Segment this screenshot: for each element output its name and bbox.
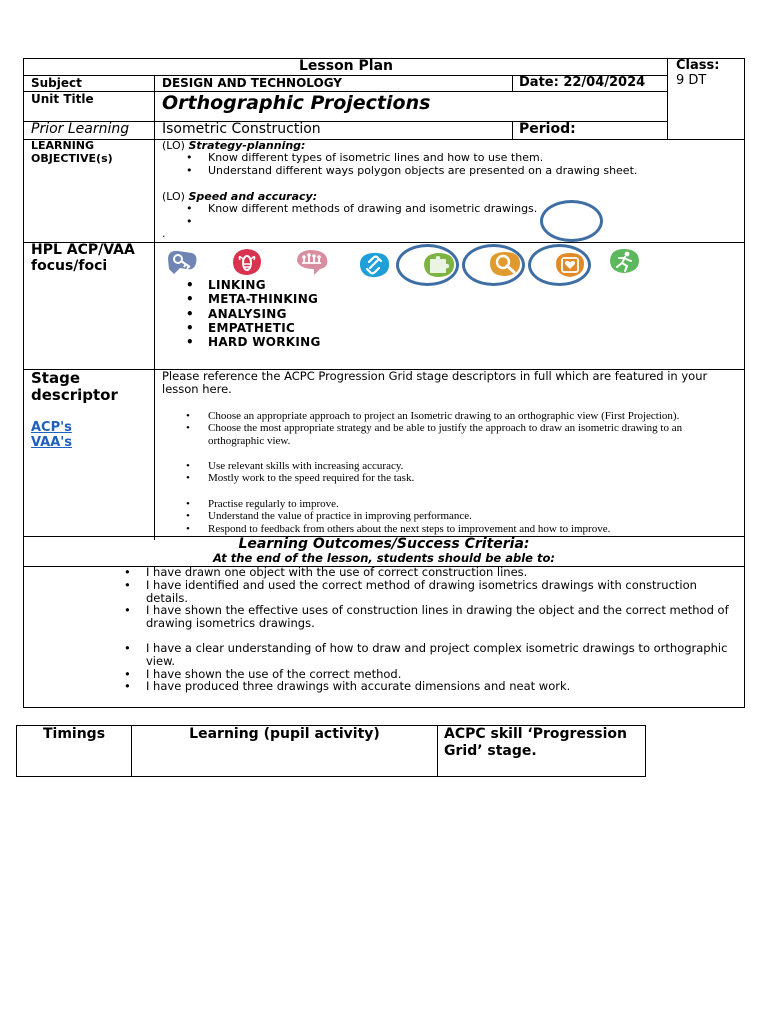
brain-icon-dot4 (317, 255, 321, 259)
list-item: • LINKING (162, 278, 462, 292)
list-item: • ANALYSING (162, 307, 462, 321)
outcomes-group-2 (100, 642, 740, 693)
list-item: • Mostly work to the speed required for the task. (162, 472, 732, 484)
list-item: • Choose the most appropriate strategy and be able to justify the approach to draw an isometric drawing to an orthographic view. (162, 422, 732, 447)
subject-label: Subject (31, 76, 82, 90)
subject-value: DESIGN AND TECHNOLOGY (162, 76, 342, 90)
class-value: 9 DT (676, 73, 707, 88)
runner-icon-head (625, 252, 630, 257)
acps-link[interactable]: ACP's (31, 420, 72, 435)
brain-icon-dot2 (307, 253, 311, 257)
lo1-title: Strategy-planning: (188, 139, 306, 152)
list-item: • I have produced three drawings with accurate dimensions and neat work. (100, 680, 740, 693)
brain-icon (294, 247, 330, 277)
hpl-focus-list (162, 278, 462, 349)
unit-title-label: Unit Title (31, 92, 94, 106)
runner-icon (606, 246, 642, 276)
list-item: • Know different methods of drawing and isometric drawings. (162, 203, 732, 216)
hpl-label: HPL ACP/VAA focus/foci (31, 242, 135, 274)
stage-intro: Please reference the ACPC Progression Grid stage descriptors in full which are featured in your lesson here. (162, 369, 708, 396)
lesson-plan-title: Lesson Plan (298, 58, 393, 74)
acpc-skill-header: ACPC skill ‘Progression Grid’ stage. (444, 726, 628, 759)
list-item: • Understand the value of practice in improving performance. (162, 510, 732, 522)
brain-icon-dot3 (312, 254, 316, 258)
bee-icon (229, 247, 265, 277)
annotation-circle (528, 244, 591, 286)
learning-objectives-label: LEARNING OBJECTIVE(s) (31, 139, 113, 165)
key-icon (164, 247, 200, 277)
list-item: • Choose an appropriate approach to project an Isometric drawing to an orthographic view (First Projection). (162, 410, 732, 422)
outcomes-group-1 (100, 566, 740, 630)
list-item: • I have identified and used the correct method of drawing isometrics drawings with construction details. (100, 579, 740, 605)
stage-descriptor-label: Stage descriptor (31, 369, 118, 404)
list-item: • Respond to feedback from others about the next steps to improvement and how to improve. (162, 523, 732, 535)
list-item: • I have drawn one object with the use of correct construction lines. (100, 566, 740, 579)
brain-icon-dot1 (302, 255, 306, 259)
list-item: • META-THINKING (162, 292, 462, 306)
annotation-circle (462, 244, 525, 286)
class-label: Class: (676, 58, 720, 73)
bee-icon-shape (233, 249, 261, 275)
outcomes-subtitle: At the end of the lesson, students should be able to: (213, 551, 555, 565)
stage-group-2 (162, 460, 732, 485)
annotation-circle (540, 200, 603, 242)
lo2-list (162, 203, 732, 228)
list-item: • Know different types of isometric lines and how to use them. (162, 152, 732, 165)
list-item: • Use relevant skills with increasing accuracy. (162, 460, 732, 472)
lo2-prefix: (LO) (162, 190, 189, 203)
list-item: • EMPATHETIC (162, 321, 462, 335)
lo2-title: Speed and accuracy: (188, 190, 318, 203)
list-item: • HARD WORKING (162, 335, 462, 349)
list-item: • Practise regularly to improve. (162, 498, 732, 510)
unit-title-value: Orthographic Projections (162, 92, 431, 114)
runner-icon-shape (610, 249, 639, 273)
list-item (162, 216, 732, 229)
list-item: • I have shown the use of the correct method. (100, 668, 740, 681)
vaas-link[interactable]: VAA's (31, 435, 73, 450)
learning-activity-header: Learning (pupil activity) (189, 726, 380, 742)
outcomes-title: Learning Outcomes/Success Criteria: (238, 536, 530, 552)
timings-header: Timings (42, 726, 106, 742)
prior-learning-value: Isometric Construction (162, 121, 321, 137)
link-icon (356, 250, 392, 280)
date-label: Date: 22/04/2024 (519, 75, 646, 90)
stage-group-3 (162, 498, 732, 535)
stage-group-1 (162, 410, 732, 447)
lo-dot: . (162, 227, 166, 240)
list-item: • I have a clear understanding of how to draw and project complex isometric drawings to orthographic view. (100, 642, 740, 668)
period-label: Period: (519, 121, 576, 137)
list-item: • Understand different ways polygon objects are presented on a drawing sheet. (162, 165, 732, 178)
lo1-list (162, 152, 732, 177)
lo1-prefix: (LO) (162, 139, 189, 152)
prior-learning-label: Prior Learning (31, 121, 130, 137)
list-item: • I have shown the effective uses of construction lines in drawing the object and the correct method of drawing isometrics drawings. (100, 604, 740, 630)
